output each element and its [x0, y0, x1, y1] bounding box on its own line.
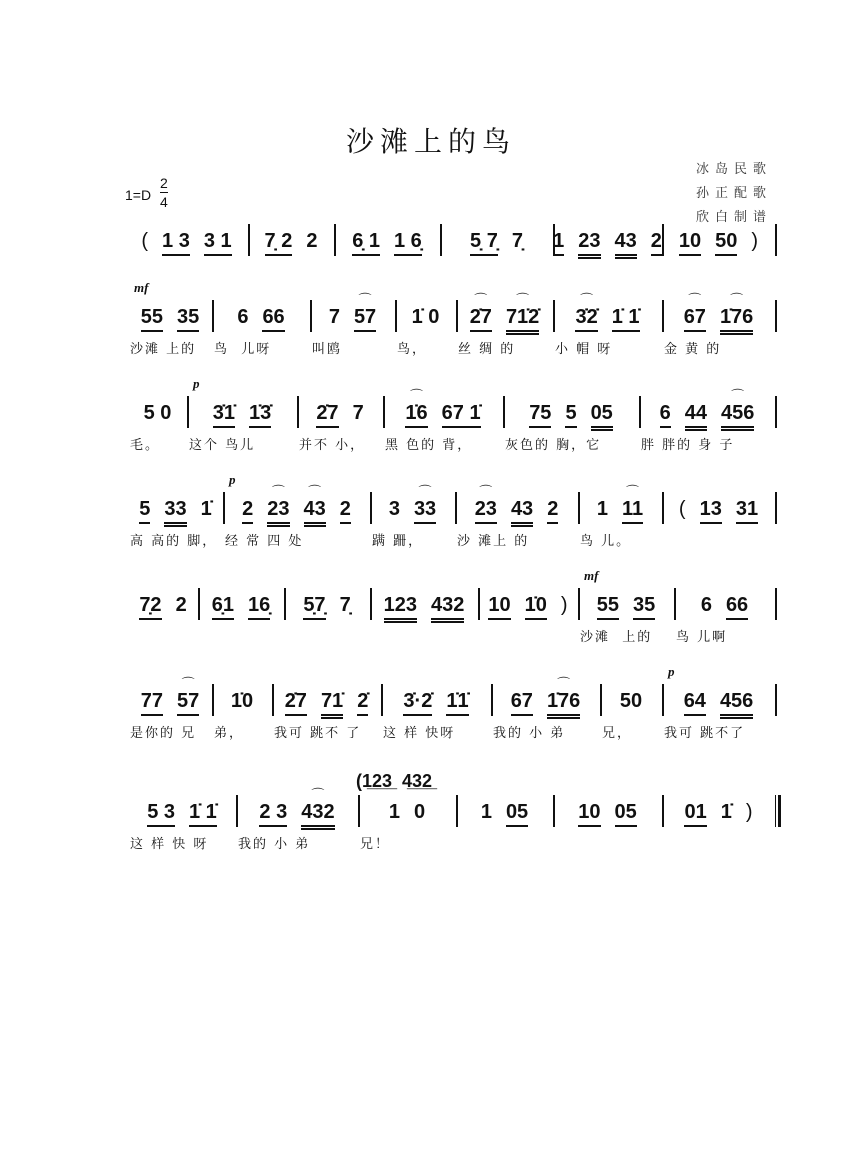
note-group: 10: [488, 594, 510, 620]
dynamic-mark: p: [229, 472, 236, 487]
note-group: 6̣1: [212, 594, 234, 620]
note-group: 7: [352, 402, 364, 424]
barline: [775, 684, 777, 716]
barline: [456, 795, 458, 827]
lyric: 高 高的 脚，: [130, 534, 218, 549]
measure: [460, 801, 549, 827]
barline: [775, 396, 777, 428]
note-group: 2̇7: [285, 690, 307, 716]
time-signature: [160, 174, 168, 211]
note-group: 64: [684, 690, 706, 716]
note-group: 1̇: [720, 801, 732, 823]
song-title: 沙滩上的鸟: [345, 125, 516, 158]
barline: [440, 224, 442, 256]
note-group: 7: [328, 306, 340, 328]
lyric: 鸟 儿啊: [676, 630, 728, 645]
measure: [666, 690, 771, 719]
note-group: ⌒ 1̇76: [720, 306, 753, 335]
barline: [212, 300, 214, 332]
measure: [301, 402, 379, 428]
open-paren: (: [678, 498, 686, 520]
barline: [674, 588, 676, 620]
barline: [310, 300, 312, 332]
lyric: 鸟，: [397, 342, 428, 357]
note-group: ⌒ 23: [475, 498, 497, 524]
note-group: 7̣: [339, 594, 351, 616]
barline: [639, 396, 641, 428]
lyric: 灰色的 胸，它: [505, 438, 602, 453]
lyric: 丝 绸 的: [458, 342, 516, 357]
note-group: 2̇: [357, 690, 368, 716]
lyric: 蹒 跚，: [372, 534, 424, 549]
note-group: 456: [720, 690, 753, 719]
measure: [582, 594, 670, 620]
note-group: 1: [596, 498, 608, 520]
measure: [240, 801, 354, 830]
note-group: 13: [700, 498, 722, 524]
dynamic-mark: p: [668, 664, 675, 679]
lyric: 并不 小，: [299, 438, 366, 453]
barline: [553, 300, 555, 332]
note-group: 2: [175, 594, 187, 616]
note-group: 1: [480, 801, 492, 823]
note-group: 6̣ 1: [352, 230, 380, 256]
measure: [288, 594, 366, 620]
lyric: 这 样 快 呀: [130, 837, 209, 852]
measure: [216, 306, 306, 332]
credit-lyricist: 孙正配歌: [695, 186, 772, 201]
note-group: ⌒ 456: [721, 402, 754, 431]
lyric: 鸟 儿。: [580, 534, 632, 549]
note-group: ⌒ 3̇2̇: [575, 306, 597, 332]
lyric: 兄！: [360, 837, 391, 852]
measure: [314, 306, 391, 332]
note-group: 43: [615, 230, 637, 259]
note-group: 55: [141, 306, 163, 332]
measure: [557, 801, 658, 827]
note-group: 16̣: [248, 594, 270, 620]
measure: [191, 402, 293, 428]
measure: [678, 594, 771, 620]
measure: [643, 402, 771, 431]
note-group: 1̇ 1̇: [612, 306, 640, 332]
barline: [370, 588, 372, 620]
measure: [227, 498, 366, 527]
barline: [662, 300, 664, 332]
measure: [362, 801, 452, 825]
note-group: ⌒ 71̇2̇: [506, 306, 539, 335]
measure: [374, 594, 474, 623]
measure: [399, 306, 452, 330]
close-paren: ): [745, 801, 753, 823]
measure: [459, 498, 574, 527]
note-group: 1: [553, 230, 564, 256]
note-group: 3 1: [204, 230, 232, 256]
barline: [662, 795, 664, 827]
note-group: 3: [388, 498, 400, 520]
time-denominator: 4: [160, 194, 168, 210]
note-group: ⌒ 11: [622, 498, 643, 524]
barline: [198, 588, 200, 620]
note-group: ⌒ 23: [267, 498, 289, 527]
note-group: 2̇7: [316, 402, 338, 428]
measure: [557, 306, 658, 332]
note-group: 67 1̇: [442, 402, 481, 428]
note-group: 5̣7̣: [303, 594, 325, 620]
note-group: 7̣2: [139, 594, 161, 620]
note-group: 2: [340, 498, 351, 524]
barline: [358, 795, 360, 827]
measure: [216, 690, 268, 714]
note-group: 10: [578, 801, 600, 827]
note-group: 432: [431, 594, 464, 623]
barline: [370, 492, 372, 524]
note-group: 0: [414, 801, 426, 823]
score-line: [0, 230, 862, 290]
barline: [383, 396, 385, 428]
final-barline: [775, 795, 781, 827]
measure: [338, 230, 436, 256]
note-group: ⌒ 57: [354, 306, 376, 332]
note-group: 1̇0: [230, 690, 254, 712]
barline: [456, 300, 458, 332]
barline: [600, 684, 602, 716]
score-line: [0, 568, 862, 654]
note-group: 44: [685, 402, 707, 431]
barline: [272, 684, 274, 716]
note-group: 1: [388, 801, 400, 823]
note-group: 05: [506, 801, 528, 827]
measure: [387, 402, 499, 428]
barline: [223, 492, 225, 524]
dynamic-mark: mf: [134, 280, 149, 295]
note-group: 1̇ 1̇: [189, 801, 217, 827]
note-group: 2: [242, 498, 253, 524]
measure: [507, 402, 635, 431]
lyric: 鸟 儿呀: [214, 342, 272, 357]
barline: [578, 492, 580, 524]
measure: [666, 230, 771, 256]
barline: [455, 492, 457, 524]
note-group: 5: [139, 498, 150, 524]
note-group: 5 0: [143, 402, 172, 424]
note-group: ⌒ 33: [414, 498, 436, 524]
measure: [553, 230, 662, 259]
score-line: [0, 472, 862, 558]
note-group: 5: [565, 402, 576, 428]
close-paren: ): [751, 230, 759, 252]
measure: [132, 801, 232, 827]
note-group: ⌒ 43: [304, 498, 326, 527]
note-group: 1̇1̇: [446, 690, 468, 716]
barline: [187, 396, 189, 428]
barline: [775, 492, 777, 524]
note-group: 1̇ 0: [411, 306, 440, 328]
note-group: 01: [684, 801, 706, 827]
key-signature: 1=D: [125, 187, 152, 203]
measure: [374, 498, 451, 524]
note-group: 7̣: [511, 230, 523, 252]
note-group: ⌒ 432: [301, 801, 334, 830]
note-group: 67: [511, 690, 533, 716]
score-line: [0, 771, 862, 861]
note-group: 23: [578, 230, 600, 259]
note-group: 05: [615, 801, 637, 827]
barline: [662, 492, 664, 524]
lyric: 这个 鸟儿: [189, 438, 256, 453]
barline: [395, 300, 397, 332]
lyric: 沙滩 上的: [130, 342, 197, 357]
lyric: 是你的 兄: [130, 726, 197, 741]
barline: [775, 588, 777, 620]
note-group: 66: [726, 594, 748, 620]
note-group: 31: [736, 498, 758, 524]
note-group: 6: [700, 594, 712, 616]
barline: [284, 588, 286, 620]
barline: [297, 396, 299, 428]
lyric: 我的 小 弟: [493, 726, 566, 741]
time-numerator: 2: [160, 175, 168, 191]
barline: [236, 795, 238, 827]
note-group: 2 3: [259, 801, 287, 827]
note-group: 10: [679, 230, 701, 256]
measure: [604, 690, 658, 714]
note-group: 35: [633, 594, 655, 620]
credit-origin: 冰岛民歌: [695, 162, 772, 177]
measure: [482, 594, 574, 620]
barline: [248, 224, 250, 256]
measure: [666, 801, 771, 827]
measure: [582, 498, 658, 524]
lyric: 黑 色的 背，: [385, 438, 473, 453]
lyric: 我可 跳不 了: [274, 726, 362, 741]
measure: [495, 690, 596, 719]
note-group: 2: [651, 230, 662, 256]
barline: [212, 684, 214, 716]
credit-transcriber: 欣白制谱: [695, 210, 772, 225]
note-group: 6: [660, 402, 671, 428]
lyric: 这 样 快呀: [383, 726, 456, 741]
note-group: 50: [715, 230, 737, 256]
note-group: ⌒ 2̇7: [470, 306, 492, 332]
lyric: 沙滩 上的: [580, 630, 653, 645]
measure: [132, 690, 208, 716]
alternate-notes: (1̲2̲3̲ 4̲3̲2̲: [356, 771, 433, 791]
note-group: 3̇1̇: [213, 402, 235, 428]
dynamic-mark: p: [193, 376, 200, 391]
lyric: 金 黄 的: [664, 342, 722, 357]
note-group: 50: [619, 690, 643, 712]
note-group: 05: [591, 402, 613, 431]
lyric: 兄，: [602, 726, 633, 741]
lyric: 沙 滩上 的: [457, 534, 530, 549]
measure: [129, 230, 244, 256]
measure: [385, 690, 487, 716]
note-group: ⌒ 67: [684, 306, 706, 332]
lyric: 我可 跳不了: [664, 726, 746, 741]
barline: [775, 300, 777, 332]
lyric: 叫鸥: [312, 342, 343, 357]
barline: [334, 224, 336, 256]
note-group: 6: [237, 306, 249, 328]
measure: [444, 230, 549, 256]
measure: [276, 690, 377, 719]
barline: [578, 588, 580, 620]
note-group: 33: [164, 498, 186, 527]
measure: [460, 306, 549, 335]
barline: [662, 684, 664, 716]
barline: [478, 588, 480, 620]
note-group: 1 6̣: [394, 230, 422, 256]
lyric: 毛。: [130, 438, 161, 453]
note-group: 75: [529, 402, 551, 428]
note-group: 2: [306, 230, 318, 252]
note-group: 43: [511, 498, 533, 527]
note-group: 77: [141, 690, 163, 716]
note-group: 55: [597, 594, 619, 620]
lyric: 胖 胖的 身 子: [641, 438, 735, 453]
note-group: 1̇3̇: [249, 402, 271, 428]
lyric: 弟，: [214, 726, 245, 741]
note-group: ⌒ 1̇76: [547, 690, 580, 719]
measure: [252, 230, 330, 256]
barline: [491, 684, 493, 716]
note-group: 3̇·2̇: [403, 690, 432, 716]
note-group: 1̇: [200, 498, 212, 520]
lyric: 我的 小 弟: [238, 837, 311, 852]
dynamic-mark: mf: [584, 568, 599, 583]
measure: [666, 498, 771, 524]
score-line: [0, 664, 862, 750]
note-group: 5̣ 7̣: [470, 230, 498, 256]
open-paren: (: [141, 230, 149, 252]
close-paren: ): [560, 594, 568, 616]
note-group: 123: [384, 594, 417, 623]
barline: [662, 224, 664, 256]
lyric: 经 常 四 处: [225, 534, 304, 549]
measure: [666, 306, 771, 335]
note-group: 35: [177, 306, 199, 332]
note-group: 2: [547, 498, 558, 524]
barline: [553, 795, 555, 827]
note-group: 7̣ 2: [265, 230, 293, 256]
note-group: ⌒ 1̇6: [405, 402, 427, 428]
barline: [775, 224, 777, 256]
measure: [132, 594, 194, 620]
note-group: 71̇: [321, 690, 343, 719]
barline: [381, 684, 383, 716]
lyric: 小 帽 呀: [555, 342, 613, 357]
barline: [503, 396, 505, 428]
measure: [132, 402, 183, 426]
note-group: 5 3: [147, 801, 175, 827]
note-group: 66: [262, 306, 284, 332]
score-line: [0, 376, 862, 462]
score-line: [0, 280, 862, 366]
note-group: 1 3: [162, 230, 190, 256]
note-group: ⌒ 57: [177, 690, 199, 716]
measure: [132, 498, 219, 527]
measure: [132, 306, 208, 332]
measure: [202, 594, 280, 620]
note-group: 1̇0: [525, 594, 547, 620]
